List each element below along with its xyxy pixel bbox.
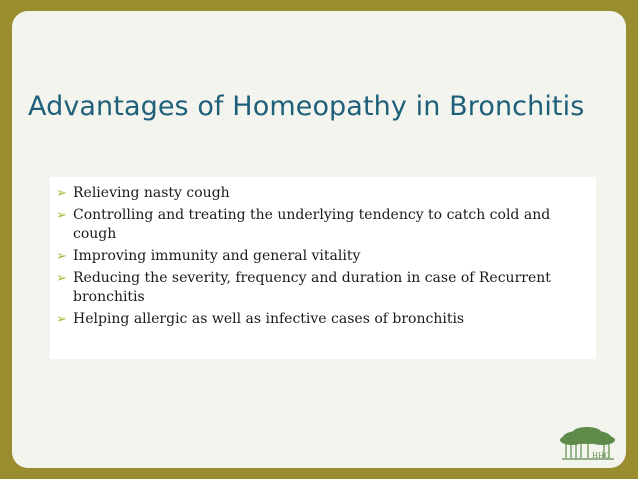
arrow-bullet-icon: ➢: [56, 186, 67, 201]
hhc-tree-logo-icon: [552, 425, 622, 465]
bullet-item: [56, 247, 590, 266]
logo-text: HHC: [592, 452, 610, 460]
bullet-text: Helping allergic as well as infective cases of bronchitis: [73, 311, 465, 327]
arrow-bullet-icon: ➢: [56, 312, 67, 327]
bullet-text: Reducing the severity, frequency and duration in case of Recurrent bronchitis: [73, 270, 551, 305]
bullet-text: Improving immunity and general vitality: [73, 248, 361, 264]
bullet-text: Relieving nasty cough: [73, 185, 230, 201]
bullet-text: Controlling and treating the underlying tendency to catch cold and cough: [73, 207, 551, 242]
arrow-bullet-icon: ➢: [56, 249, 67, 264]
bullet-list: [50, 177, 596, 329]
bullet-item: [56, 184, 590, 203]
arrow-bullet-icon: ➢: [56, 271, 67, 286]
bullet-item: [56, 206, 590, 244]
slide: [12, 11, 626, 468]
bullet-list-box: [50, 177, 596, 359]
bullet-item: [56, 310, 590, 329]
arrow-bullet-icon: ➢: [56, 208, 67, 223]
bullet-item: [56, 269, 590, 307]
slide-title: Advantages of Homeopathy in Bronchitis: [28, 91, 585, 122]
